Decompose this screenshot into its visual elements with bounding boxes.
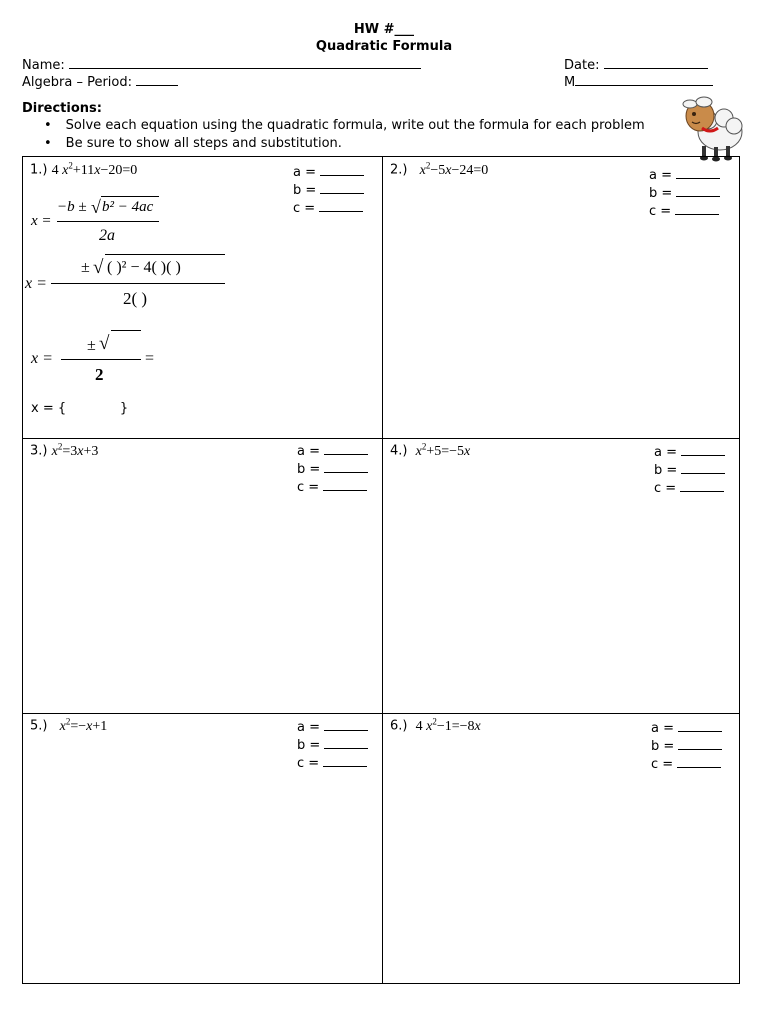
a-blank[interactable]	[324, 444, 368, 455]
directions-heading: Directions:	[22, 101, 102, 116]
problem-3-equation: $x^2=3x+3$	[51, 441, 99, 459]
b-blank[interactable]	[676, 186, 720, 197]
bullet: •	[44, 118, 52, 133]
date-field[interactable]	[604, 56, 708, 69]
problem-4	[390, 441, 470, 460]
c-blank[interactable]	[323, 480, 367, 491]
problem-number: 2.)	[390, 162, 408, 178]
problem-6-equation: 4 $x^2-1=-8x$	[415, 716, 481, 734]
m-label: M	[564, 75, 576, 90]
m-line	[564, 73, 713, 90]
problem-number: 3.)	[30, 443, 48, 459]
c-blank[interactable]	[680, 481, 724, 492]
problem-2	[390, 160, 488, 179]
bullet: •	[44, 136, 52, 151]
problem-number: 1.)	[30, 162, 48, 178]
b-blank[interactable]	[324, 462, 368, 473]
page-title: Quadratic Formula	[315, 39, 453, 54]
name-label: Name:	[22, 58, 65, 73]
problem-grid: 1.) 4 $x^2+11x-20=0$ a = b = c = x = −b ± √ b² − 4ac 2a x = ± √ ( )² − 4( )( ) 2( ) x = ± √ 2 = x = { } 2.) $x^2-5x-24=0$ a = b = c = 3.) $x^2=3x+3$ a = b = c = 4.) $x^2+5=-5x$ a = b = c = 5.) $x^2=-x+1$ a = b = c = 6.) 4 $x^2-1=-8x$ a = b = c =	[22, 156, 740, 984]
hw-number: HW #___	[353, 22, 415, 37]
sheep-icon	[680, 94, 744, 162]
b-blank[interactable]	[678, 739, 722, 750]
c-blank[interactable]	[677, 757, 721, 768]
a-blank[interactable]	[681, 445, 725, 456]
m-field[interactable]	[575, 73, 713, 86]
b-blank[interactable]	[681, 463, 725, 474]
problem-4-coefficients: a = b = c =	[654, 444, 725, 498]
grid-divider-row-1	[23, 438, 739, 439]
problem-5-equation: $x^2=-x+1$	[59, 716, 108, 734]
problem-6	[390, 716, 481, 735]
problem-5-coefficients: a = b = c =	[297, 719, 368, 773]
direction-text-1: Solve each equation using the quadratic formula, write out the formula for each problem	[65, 118, 645, 133]
period-field[interactable]	[136, 73, 178, 86]
problem-number: 5.)	[30, 718, 48, 734]
period-line	[22, 73, 178, 90]
a-blank[interactable]	[324, 720, 368, 731]
sqrt-symbol: √	[91, 197, 101, 217]
problem-1-coefficients: a = b = c =	[293, 164, 364, 218]
direction-item-2	[44, 136, 342, 151]
sqrt-symbol: √	[99, 333, 110, 354]
a-blank[interactable]	[320, 165, 364, 176]
problem-5	[30, 716, 107, 735]
problem-number: 4.)	[390, 443, 408, 459]
problem-1	[30, 160, 137, 179]
a-blank[interactable]	[678, 721, 722, 732]
problem-3-coefficients: a = b = c =	[297, 443, 368, 497]
b-blank[interactable]	[324, 738, 368, 749]
date-line	[564, 56, 708, 73]
solution-set: x = { }	[31, 401, 129, 416]
name-line	[22, 56, 421, 73]
direction-item-1	[44, 118, 645, 133]
date-label: Date:	[564, 58, 600, 73]
problem-2-equation: $x^2-5x-24=0$	[419, 160, 489, 178]
sqrt-symbol: √	[93, 257, 104, 278]
c-blank[interactable]	[323, 756, 367, 767]
c-blank[interactable]	[675, 204, 719, 215]
problem-2-coefficients: a = b = c =	[649, 167, 720, 221]
problem-number: 6.)	[390, 718, 408, 734]
grid-divider-row-2	[23, 713, 739, 714]
b-blank[interactable]	[320, 183, 364, 194]
name-field[interactable]	[69, 56, 421, 69]
direction-text-2: Be sure to show all steps and substitution.	[65, 136, 342, 151]
problem-6-coefficients: a = b = c =	[651, 720, 722, 774]
period-label: Algebra – Period:	[22, 75, 132, 90]
grid-divider-vertical	[382, 157, 383, 983]
problem-4-equation: $x^2+5=-5x$	[415, 441, 471, 459]
problem-3	[30, 441, 98, 460]
c-blank[interactable]	[319, 201, 363, 212]
a-blank[interactable]	[676, 168, 720, 179]
problem-1-equation: 4 $x^2+11x-20=0$	[51, 160, 138, 178]
